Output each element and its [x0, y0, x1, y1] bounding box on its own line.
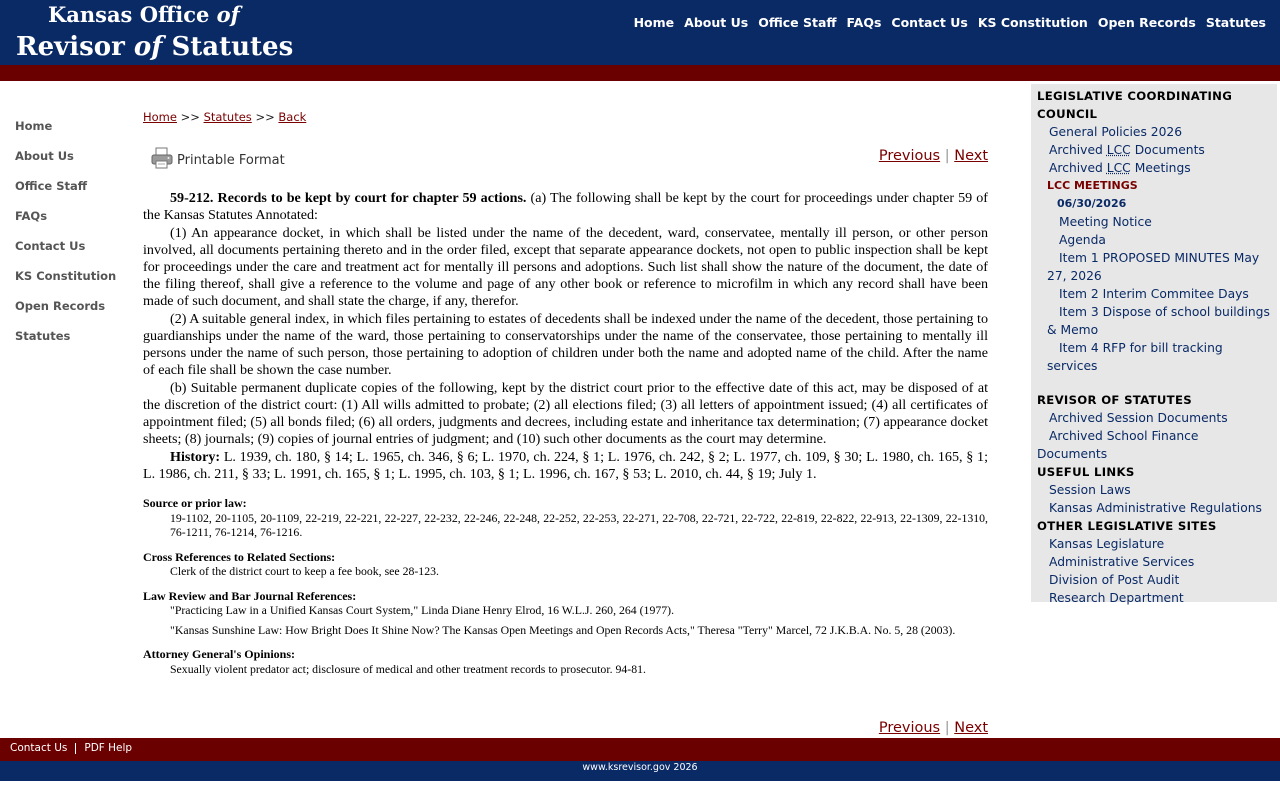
- statute-history: [143, 449, 988, 483]
- lcc-item-1-link[interactable]: Item 1 PROPOSED MINUTES May 27, 2026: [1047, 251, 1260, 283]
- history-label: History:: [170, 449, 221, 465]
- administrative-services-link[interactable]: Administrative Services: [1049, 555, 1195, 569]
- lcc-abbr: LCC: [1106, 143, 1131, 157]
- lcc-abbr: LCC: [1106, 161, 1131, 175]
- link-text: Archived: [1049, 161, 1103, 175]
- other-sites-heading: OTHER LEGISLATIVE SITES: [1037, 519, 1217, 533]
- lcc-meeting-date: 06/30/2026: [1057, 197, 1127, 210]
- breadcrumb-separator: >>: [180, 110, 200, 124]
- lcc-agenda-link[interactable]: Agenda: [1059, 233, 1106, 247]
- source-section: [143, 496, 988, 540]
- session-laws-link[interactable]: Session Laws: [1049, 483, 1131, 497]
- left-nav-office-staff[interactable]: Office Staff: [15, 179, 88, 193]
- top-nav-ks-constitution[interactable]: KS Constitution: [977, 15, 1088, 30]
- top-nav-faqs[interactable]: FAQs: [846, 15, 882, 30]
- logo-line-2: [16, 34, 293, 60]
- left-nav-faqs[interactable]: FAQs: [15, 209, 48, 223]
- pager-separator: |: [944, 720, 950, 736]
- link-text: Meetings: [1134, 161, 1191, 175]
- statute-text: (a) The following shall be kept by the court for proceedings under chapter 59 of the Kansas Statutes Annotated:: [143, 190, 988, 223]
- lcc-archived-meetings-link[interactable]: [1049, 161, 1191, 175]
- breadcrumb: [143, 110, 988, 124]
- statute-para-b: (b) Suitable permanent duplicate copies of the following, kept by the district court prior to the effective date of this act, may be disposed of at the discretion of the district court: (1) All wills admitted to probate; (2) all elections filed; (3) all letters of appointment issued; (4) all certificates of appointment filed; (5) all bonds filed; (6) all orders, judgments and decrees, including estate and inheritance tax determination; (7) appearance docket sheets; (8) journals; (9) copies of journal entries of judgment; and (10) such other documents as the court may determine.: [143, 380, 988, 447]
- archived-school-finance-link[interactable]: Archived School Finance Documents: [1037, 429, 1199, 461]
- lcc-item-3-link[interactable]: Item 3 Dispose of school buildings & Memo: [1047, 305, 1270, 337]
- source-text: 19-1102, 20-1105, 20-1109, 22-219, 22-221, 22-227, 22-232, 22-246, 22-248, 22-252, 22-253, 22-271, 22-708, 22-721, 22-722, 22-819, 22-822, 22-913, 22-1309, 22-1310, 76-1211, 76-1214, 76-1216.: [170, 510, 988, 539]
- header-red-band: [0, 65, 1280, 81]
- lawreview-heading: Law Review and Bar Journal References:: [143, 588, 357, 603]
- pager-top: [879, 148, 988, 164]
- ag-opinions-text: Sexually violent predator act; disclosure of medical and other treatment records to prosecutor. 94-81.: [170, 661, 646, 676]
- lawreview-text-2: "Kansas Sunshine Law: How Bright Does It Shine Now? The Kansas Open Meetings and Open Records Acts," Theresa "Terry" Marcel, 72 J.K.B.A. No. 5, 28 (2003).: [170, 622, 956, 637]
- breadcrumb-home[interactable]: Home: [143, 110, 177, 124]
- lcc-meetings-label: LCC MEETINGS: [1047, 179, 1138, 192]
- footer-bar: [0, 738, 1280, 761]
- logo-text: Kansas Office: [48, 2, 210, 27]
- ag-opinions-heading: Attorney General's Opinions:: [143, 647, 295, 661]
- statute-title: 59-212. Records to be kept by court for chapter 59 actions.: [170, 190, 527, 206]
- right-sidebar: [1031, 84, 1277, 605]
- previous-link[interactable]: Previous: [878, 148, 941, 164]
- ag-opinions-section: [143, 647, 988, 676]
- left-nav-about-us[interactable]: About Us: [15, 149, 74, 163]
- left-nav: [15, 118, 130, 358]
- breadcrumb-separator: >>: [255, 110, 275, 124]
- research-department-link[interactable]: Research Department: [1049, 591, 1184, 605]
- left-nav-contact-us[interactable]: Contact Us: [15, 239, 86, 253]
- lcc-item-4-link[interactable]: Item 4 RFP for bill tracking services: [1047, 341, 1223, 373]
- top-nav-open-records[interactable]: Open Records: [1097, 15, 1196, 30]
- pager-bottom: [879, 720, 988, 736]
- left-nav-home[interactable]: Home: [15, 119, 53, 133]
- crossref-section: [143, 550, 988, 579]
- useful-links-heading: USEFUL LINKS: [1037, 465, 1135, 479]
- top-nav-office-staff[interactable]: Office Staff: [758, 15, 837, 30]
- top-nav-contact-us[interactable]: Contact Us: [891, 15, 968, 30]
- lawreview-section: [143, 589, 988, 638]
- breadcrumb-statutes[interactable]: Statutes: [203, 110, 252, 124]
- statute-para-1: (1) An appearance docket, in which shall be listed under the name of the decedent, ward, conservatee, mentally ill person, or other person involved, all documents pertaining thereto and in the order filed, except that separate appearance dockets, not open to public inspection shall be kept for proceedings under the care and treatment act for mentally ill persons and adoptions. Such list shall show the nature of the document, the date of the filing thereof, shall give a reference to the volume and page of any other book or reference to microfilm in which any record shall have been made of such document, and shall state the charge, if any, therefor.: [143, 225, 988, 309]
- top-nav: [634, 15, 1266, 30]
- next-link[interactable]: Next: [954, 148, 988, 164]
- lcc-item-2-link[interactable]: Item 2 Interim Commitee Days: [1059, 287, 1249, 301]
- statute-para-a: [143, 190, 988, 224]
- printable-format-label: Printable Format: [177, 152, 285, 168]
- link-text: Archived: [1049, 143, 1103, 157]
- logo-text-of: of: [216, 2, 240, 27]
- site-header: [0, 0, 1280, 65]
- post-audit-link[interactable]: Division of Post Audit: [1049, 573, 1180, 587]
- statute-body: [143, 190, 988, 677]
- breadcrumb-back[interactable]: Back: [278, 110, 307, 124]
- statute-para-2: (2) A suitable general index, in which files pertaining to estates of decedents shall be indexed under the name of the decedent, those pertaining to guardianships under the name of the ward, those pertaining to conservatorships under the name of the conservatee, those pertaining to mentally ill persons under the name of such person, those pertaining to adoption of children under both the name and adopted name of the child. After the name of each file shall be shown the case number.: [143, 311, 988, 378]
- copyright-text: www.ksrevisor.gov 2026: [582, 762, 698, 773]
- logo-text-of: of: [133, 32, 163, 62]
- lcc-meeting-notice-link[interactable]: Meeting Notice: [1059, 215, 1152, 229]
- footer-divider: [75, 743, 76, 754]
- footer-pdf-help-link[interactable]: PDF Help: [84, 742, 133, 754]
- lcc-heading: LEGISLATIVE COORDINATING COUNCIL: [1037, 89, 1233, 121]
- footer-contact-link[interactable]: Contact Us: [10, 742, 68, 754]
- top-nav-statutes[interactable]: Statutes: [1205, 15, 1266, 30]
- link-text: Documents: [1134, 143, 1205, 157]
- main-content: [143, 110, 988, 736]
- footer-copyright: [0, 761, 1280, 781]
- crossref-heading: Cross References to Related Sections:: [143, 549, 336, 564]
- left-nav-ks-constitution[interactable]: KS Constitution: [15, 269, 117, 283]
- printable-format-link[interactable]: [151, 147, 285, 173]
- logo-text: Statutes: [171, 32, 294, 62]
- previous-link[interactable]: Previous: [878, 720, 941, 736]
- lcc-general-policies-link[interactable]: General Policies 2026: [1049, 125, 1183, 139]
- top-nav-about-us[interactable]: About Us: [684, 15, 749, 30]
- history-text: L. 1939, ch. 180, § 14; L. 1965, ch. 346, § 6; L. 1970, ch. 224, § 1; L. 1976, ch. 242, § 2; L. 1977, ch. 109, § 30; L. 1980, ch. 165, § 1; L. 1986, ch. 211, § 33; L. 1991, ch. 165, § 1; L. 1995, ch. 103, § 1; L. 1996, ch. 167, § 53; L. 2010, ch. 44, § 19; July 1.: [143, 449, 988, 482]
- lawreview-text-1: "Practicing Law in a Unified Kansas Court System," Linda Diane Henry Elrod, 16 W.L.J. 260, 264 (1977).: [170, 603, 675, 617]
- top-nav-home[interactable]: Home: [633, 15, 675, 30]
- lcc-archived-documents-link[interactable]: [1049, 143, 1205, 157]
- logo-line-1: [48, 4, 240, 25]
- source-heading: Source or prior law:: [143, 496, 247, 510]
- left-nav-open-records[interactable]: Open Records: [15, 299, 106, 313]
- kar-link[interactable]: Kansas Administrative Regulations: [1049, 501, 1262, 515]
- printer-icon: [151, 147, 173, 173]
- next-link[interactable]: Next: [954, 720, 988, 736]
- revisor-heading: REVISOR OF STATUTES: [1037, 393, 1192, 407]
- left-nav-statutes[interactable]: Statutes: [15, 329, 71, 343]
- kansas-legislature-link[interactable]: Kansas Legislature: [1049, 537, 1165, 551]
- logo-text: Revisor: [16, 32, 125, 62]
- archived-session-documents-link[interactable]: Archived Session Documents: [1049, 411, 1228, 425]
- crossref-text: Clerk of the district court to keep a fee book, see 28-123.: [170, 564, 439, 578]
- pager-separator: |: [944, 148, 950, 164]
